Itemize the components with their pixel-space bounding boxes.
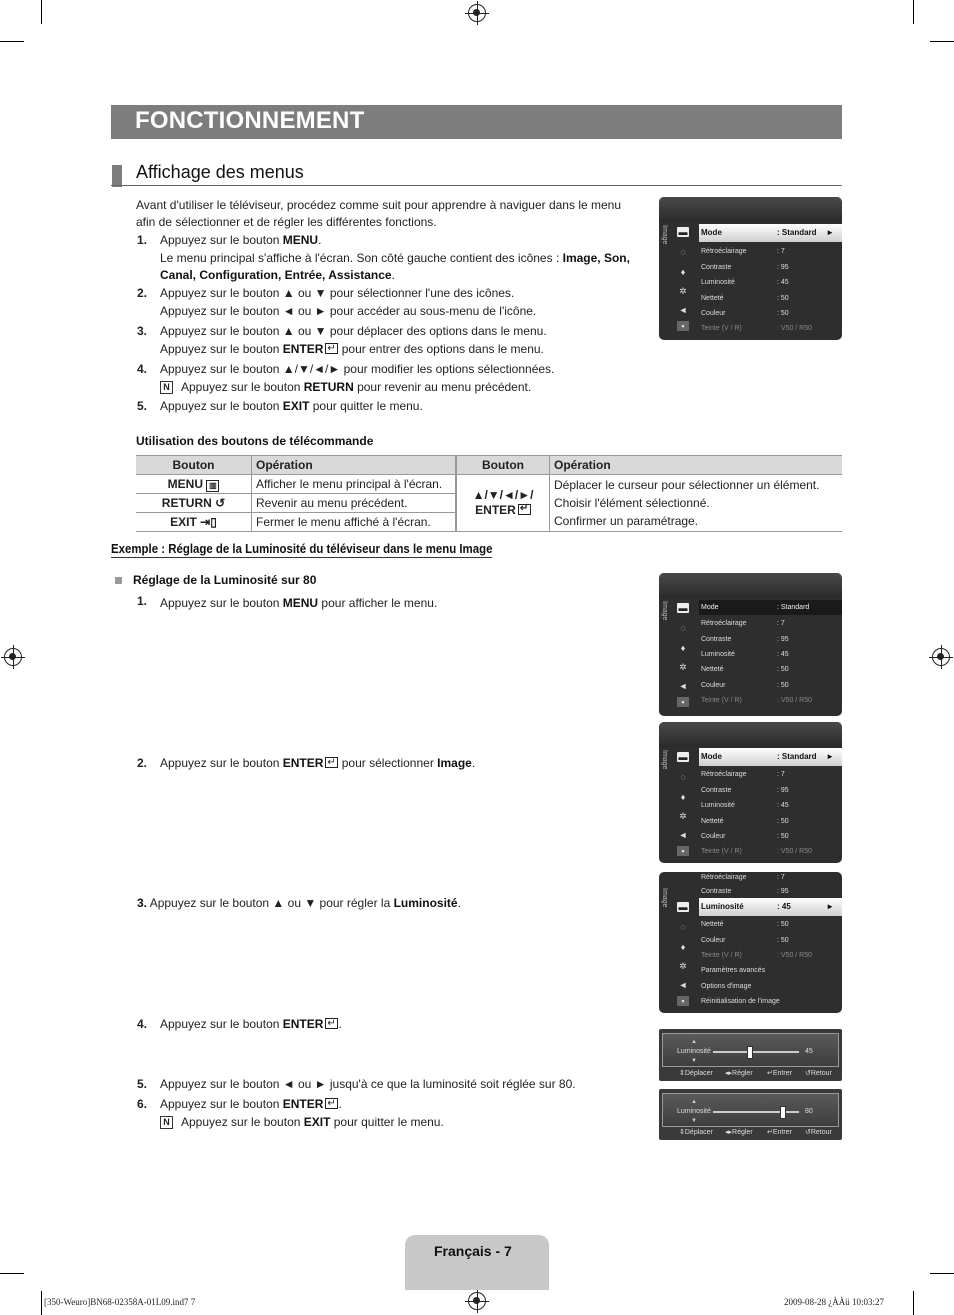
crop-mark bbox=[41, 0, 42, 24]
col-header-operation: Opération bbox=[550, 456, 843, 475]
example-title: Exemple : Réglage de la Luminosité du téléviseur dans le menu Image bbox=[111, 541, 493, 556]
example-step-2: 2. Appuyez sur le bouton ENTER↵ pour sélectionner Image. bbox=[137, 755, 637, 772]
sound-icon: ◌ bbox=[680, 772, 686, 782]
menu-row: Teinte (V / R) : V50 / R50 bbox=[701, 697, 813, 704]
tv-menu-screenshot: Image ▬ ◌ ♦ ✲ ◄ ▪ Mode : Standard ► Rétroéclairage : 7 Contraste : 95 Luminosité : 45 Netteté : 50 Couleur : 50 Teinte (V / R) : V50 / R50 bbox=[659, 722, 842, 863]
menu-row: Rétroéclairage : 7 bbox=[701, 248, 785, 255]
button-exit: EXIT ⇥▯ bbox=[136, 513, 252, 532]
menu-row: Rétroéclairage : 7 bbox=[701, 874, 785, 881]
menu-row: Netteté : 50 bbox=[701, 295, 789, 302]
input-icon: ◄ bbox=[678, 830, 688, 840]
note-icon: N bbox=[160, 381, 173, 394]
menu-row-luminosite: Luminosité : 45 ► bbox=[699, 898, 842, 916]
col-header-bouton: Bouton bbox=[456, 456, 550, 475]
example-step-6: 6. Appuyez sur le bouton ENTER↵ . N Appuyez sur le bouton EXIT pour quitter le menu. bbox=[137, 1096, 637, 1131]
remote-table: Bouton Opération Bouton Opération MENU ▥ Afficher le menu principal à l'écran. ▲/▼/◄/►/ ENTER↵ Déplacer le curseur pour sélectionner un élément. Choisir l'élément sélectionné. Confirmer un paramétrage. RETURN ↺ Revenir au menu précédent. EXIT ⇥▯ Fermer le menu affiché à l'écran. bbox=[136, 455, 842, 532]
return-icon: ↺ bbox=[215, 496, 226, 510]
menu-row: Rétroéclairage : 7 bbox=[701, 771, 785, 778]
section-divider bbox=[111, 185, 842, 186]
menu-row: Luminosité : 45 bbox=[701, 802, 789, 809]
step-2: 2. Appuyez sur le bouton ▲ ou ▼ pour sélectionner l'une des icônes. Appuyez sur le bouton ◄ ou ► pour accéder au sous-menu de l'icône. bbox=[137, 286, 537, 318]
section-title: Affichage des menus bbox=[136, 162, 304, 182]
bullet-icon bbox=[115, 577, 122, 584]
page-number: Français - 7 bbox=[434, 1243, 512, 1259]
luminosity-slider-screenshot: ▲ Luminosité 80 ▼ ⇕ Déplacer ◂▸ Régler ↵ Entrer ↺ Retour bbox=[659, 1089, 842, 1140]
example-step-1: 1. Appuyez sur le bouton MENU pour afficher le menu. bbox=[137, 594, 438, 610]
note-icon: N bbox=[160, 1116, 173, 1129]
menu-row: Contraste : 95 bbox=[701, 888, 789, 895]
crop-mark bbox=[0, 1273, 24, 1274]
menu-row-mode: Mode : Standard ► bbox=[699, 224, 842, 242]
menu-row: Couleur : 50 bbox=[701, 937, 789, 944]
menu-row-mode: Mode : Standard bbox=[699, 600, 842, 615]
page-number-tab bbox=[405, 1235, 549, 1290]
menu-row: Rétroéclairage : 7 bbox=[701, 620, 785, 627]
menu-row: Contraste : 95 bbox=[701, 264, 789, 271]
support-icon: ▪ bbox=[677, 996, 689, 1006]
step-3: 3. Appuyez sur le bouton ▲ ou ▼ pour déplacer des options dans le menu. Appuyez sur le bouton ENTER↵ pour entrer des options dans le menu. bbox=[137, 323, 647, 358]
crop-mark bbox=[913, 0, 914, 24]
menu-row: Teinte (V / R) : V50 / R50 bbox=[701, 325, 813, 332]
support-icon: ▪ bbox=[677, 321, 689, 331]
menu-row-mode: Mode : Standard ► bbox=[699, 748, 842, 766]
page-title-bar bbox=[111, 105, 842, 139]
menu-row: Netteté : 50 bbox=[701, 921, 789, 928]
setup-icon: ✲ bbox=[679, 662, 687, 672]
menu-row: Couleur : 50 bbox=[701, 310, 789, 317]
example-step-4: 4. Appuyez sur le bouton ENTER↵ . bbox=[137, 1016, 637, 1033]
tv-menu-screenshot: Image ▬ ◌ ♦ ✲ ◄ ▪ Rétroéclairage : 7 Contraste : 95 Luminosité : 45 ► Netteté : 50 Couleur : 50 Teinte (V / R) : V50 / R50 Paramètres avancés Options d'image Réinitialisation de l'image bbox=[659, 872, 842, 1013]
picture-icon: ▬ bbox=[678, 752, 688, 762]
crop-mark bbox=[913, 1291, 914, 1315]
menu-row: Teinte (V / R) : V50 / R50 bbox=[701, 848, 813, 855]
registration-mark-icon bbox=[932, 648, 950, 666]
menu-row: Couleur : 50 bbox=[701, 682, 789, 689]
enter-icon bbox=[325, 757, 338, 768]
channel-icon: ♦ bbox=[680, 643, 686, 653]
setup-icon: ✲ bbox=[679, 961, 687, 971]
button-return: RETURN ↺ bbox=[136, 494, 252, 513]
page-title: FONCTIONNEMENT bbox=[135, 107, 365, 134]
menu-row: Contraste : 95 bbox=[701, 787, 789, 794]
picture-icon: ▬ bbox=[678, 603, 688, 613]
sound-icon: ◌ bbox=[680, 623, 686, 633]
sound-icon: ◌ bbox=[680, 922, 686, 932]
sound-icon: ◌ bbox=[680, 247, 686, 257]
support-icon: ▪ bbox=[677, 846, 689, 856]
input-icon: ◄ bbox=[678, 681, 688, 691]
step-5: 5. Appuyez sur le bouton EXIT pour quitter le menu. bbox=[137, 399, 423, 413]
button-menu: MENU ▥ bbox=[136, 475, 252, 494]
menu-row: Contraste : 95 bbox=[701, 636, 789, 643]
col-header-bouton: Bouton bbox=[136, 456, 252, 475]
col-header-operation: Opération bbox=[252, 456, 457, 475]
menu-row: Réinitialisation de l'image bbox=[701, 998, 780, 1005]
button-nav-enter: ▲/▼/◄/►/ ENTER↵ bbox=[456, 475, 550, 532]
channel-icon: ♦ bbox=[680, 267, 686, 277]
setup-icon: ✲ bbox=[679, 811, 687, 821]
picture-icon: ▬ bbox=[678, 902, 688, 912]
support-icon: ▪ bbox=[677, 697, 689, 707]
exit-icon: ⇥▯ bbox=[200, 515, 217, 529]
crop-mark bbox=[930, 41, 954, 42]
channel-icon: ♦ bbox=[680, 942, 686, 952]
menu-row: Options d'image bbox=[701, 983, 752, 990]
example-step-3: 3. Appuyez sur le bouton ▲ ou ▼ pour régler la Luminosité. bbox=[137, 896, 461, 910]
section-marker bbox=[112, 165, 122, 187]
setup-icon: ✲ bbox=[679, 286, 687, 296]
example-subtitle: Réglage de la Luminosité sur 80 bbox=[115, 572, 316, 589]
intro-text: Avant d'utiliser le téléviseur, procédez comme suit pour apprendre à naviguer dans le menu afin de sélectionner et de régler les différentes fonctions. bbox=[136, 198, 622, 229]
example-step-5: 5. Appuyez sur le bouton ◄ ou ► jusqu'à ce que la luminosité soit réglée sur 80. bbox=[137, 1077, 576, 1091]
luminosity-slider-screenshot: ▲ Luminosité 45 ▼ ⇕ Déplacer ◂▸ Régler ↵ Entrer ↺ Retour bbox=[659, 1029, 842, 1081]
registration-mark-icon bbox=[4, 648, 22, 666]
menu-row: Couleur : 50 bbox=[701, 833, 789, 840]
crop-mark bbox=[41, 1291, 42, 1315]
step-1: 1. Appuyez sur le bouton MENU. Le menu principal s'affiche à l'écran. Son côté gauche contient des icônes : Image, Son, Canal, Configuration, Entrée, Assistance. bbox=[137, 233, 630, 282]
tv-menu-screenshot: Image ▬ ◌ ♦ ✲ ◄ ▪ Mode : Standard ► Rétroéclairage : 7 Contraste : 95 Luminosité : 45 Netteté : 50 Couleur : 50 Teinte (V / R) : V50 / R50 bbox=[659, 197, 842, 340]
enter-icon bbox=[325, 1098, 338, 1109]
tv-menu-screenshot: Image ▬ ◌ ♦ ✲ ◄ ▪ Mode : Standard Rétroéclairage : 7 Contraste : 95 Luminosité : 45 Netteté : 50 Couleur : 50 Teinte (V / R) : V50 / R50 bbox=[659, 573, 842, 716]
registration-mark-icon bbox=[468, 4, 486, 22]
menu-row: Paramètres avancés bbox=[701, 967, 766, 974]
picture-icon: ▬ bbox=[678, 227, 688, 237]
menu-row: Luminosité : 45 bbox=[701, 651, 789, 658]
menu-row: Netteté : 50 bbox=[701, 666, 789, 673]
menu-row: Netteté : 50 bbox=[701, 818, 789, 825]
remote-table-title: Utilisation des boutons de télécommande bbox=[136, 434, 374, 448]
channel-icon: ♦ bbox=[680, 792, 686, 802]
enter-icon bbox=[325, 1018, 338, 1029]
print-slug-left: [350-Weuro]BN68-02358A-01L09.ind7 7 bbox=[44, 1297, 196, 1307]
print-slug-right: 2009-08-28 ¿ÀÀü 10:03:27 bbox=[784, 1297, 884, 1307]
enter-icon bbox=[518, 504, 531, 515]
input-icon: ◄ bbox=[678, 980, 688, 990]
crop-mark bbox=[0, 41, 24, 42]
enter-icon bbox=[325, 343, 338, 354]
menu-row: Teinte (V / R) : V50 / R50 bbox=[701, 952, 813, 959]
crop-mark bbox=[930, 1273, 954, 1274]
menu-icon: ▥ bbox=[206, 480, 219, 492]
menu-row: Luminosité : 45 bbox=[701, 279, 789, 286]
step-4: 4. Appuyez sur le bouton ▲/▼/◄/► pour modifier les options sélectionnées. N Appuyez sur le bouton RETURN pour revenir au menu précédent. bbox=[137, 362, 555, 394]
input-icon: ◄ bbox=[678, 305, 688, 315]
registration-mark-icon bbox=[468, 1292, 486, 1310]
